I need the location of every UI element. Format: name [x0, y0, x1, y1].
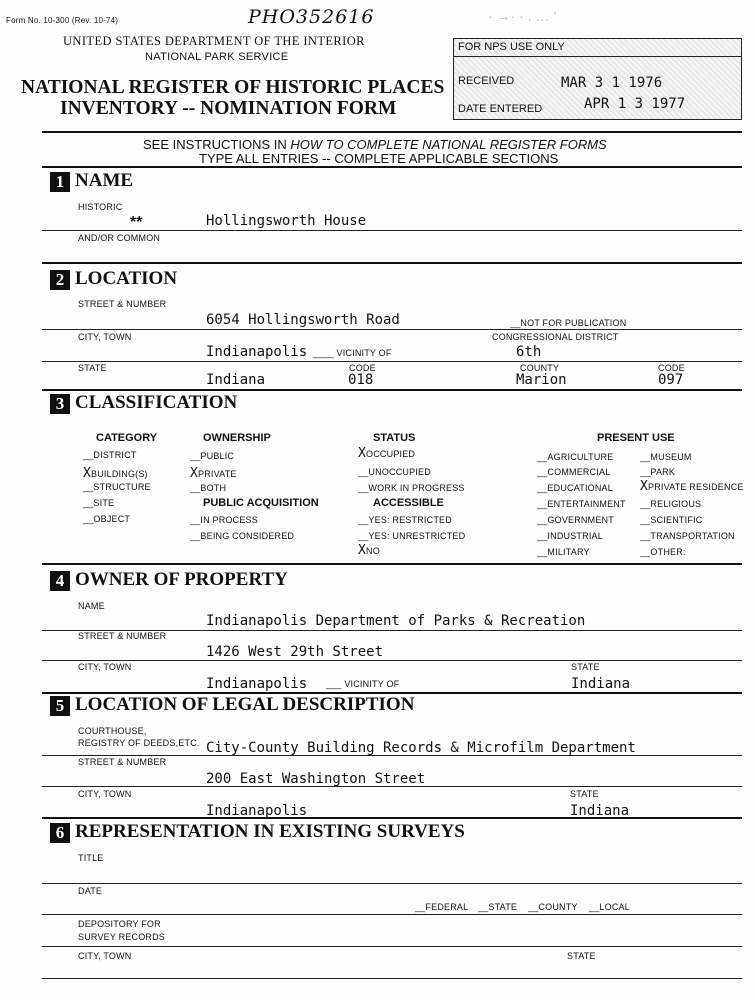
historic-line [42, 230, 742, 231]
nps-use-label: FOR NPS USE ONLY [458, 41, 565, 53]
use-private-residence[interactable]: XPRIVATE RESIDENCE [640, 479, 744, 494]
section-6-title: REPRESENTATION IN EXISTING SURVEYS [75, 821, 465, 842]
owner-name-value[interactable]: Indianapolis Department of Parks & Recreation [206, 613, 586, 629]
state-label: STATE [78, 363, 107, 373]
congressional-district-label: CONGRESSIONAL DISTRICT [492, 332, 619, 342]
legal-state-label: STATE [570, 789, 599, 799]
registry-label: REGISTRY OF DEEDS,ETC. [78, 738, 200, 748]
not-for-publication[interactable]: __NOT FOR PUBLICATION [510, 318, 627, 328]
owner-state-value[interactable]: Indiana [571, 676, 631, 692]
section-1-number: 1 [50, 172, 70, 192]
section-6-number: 6 [50, 823, 70, 843]
use-scientific[interactable]: __SCIENTIFIC [640, 515, 703, 525]
survey-federal[interactable]: __FEDERAL [415, 902, 469, 912]
acc-no-mark: X [358, 543, 367, 558]
depository-label-2: SURVEY RECORDS [78, 932, 165, 942]
city-label: CITY, TOWN [78, 332, 132, 342]
legal-street-line [42, 786, 742, 787]
county-value[interactable]: Marion [516, 372, 567, 388]
ownership-heading: OWNERSHIP [203, 432, 271, 444]
section-5-rule [42, 817, 742, 819]
depository-line [42, 946, 742, 947]
survey-state[interactable]: __STATE [478, 902, 518, 912]
use-government[interactable]: __GOVERNMENT [537, 515, 614, 525]
status-occupied-mark: X [358, 446, 367, 461]
form-title-line2: INVENTORY -- NOMINATION FORM [60, 98, 397, 119]
acc-unrestricted[interactable]: __YES: UNRESTRICTED [358, 531, 466, 541]
service-name: NATIONAL PARK SERVICE [145, 51, 289, 63]
state-value[interactable]: Indiana [206, 372, 266, 388]
present-use-heading: PRESENT USE [597, 432, 675, 444]
nps-divider [454, 56, 742, 57]
survey-state-label: STATE [567, 951, 596, 961]
cat-buildings[interactable]: XBUILDING(S) [83, 466, 148, 481]
use-museum[interactable]: __MUSEUM [640, 452, 692, 462]
owner-street-line [42, 660, 742, 661]
category-heading: CATEGORY [96, 432, 158, 444]
survey-city-label: CITY, TOWN [78, 951, 132, 961]
survey-date-label: DATE [78, 886, 103, 896]
section-4-title: OWNER OF PROPERTY [75, 569, 288, 590]
section-3-rule [42, 563, 742, 565]
instructions-line1: SEE INSTRUCTIONS IN HOW TO COMPLETE NATIONAL REGISTER FORMS [143, 137, 607, 152]
use-agriculture[interactable]: __AGRICULTURE [537, 452, 614, 462]
section-4-number: 4 [50, 571, 70, 591]
instructions-line2: TYPE ALL ENTRIES -- COMPLETE APPLICABLE SECTIONS [199, 151, 559, 166]
courthouse-line [42, 755, 742, 756]
survey-title-label: TITLE [78, 853, 104, 863]
pa-in-process[interactable]: __IN PROCESS [190, 515, 258, 525]
cat-buildings-mark: X [83, 466, 92, 481]
use-entertainment[interactable]: __ENTERTAINMENT [537, 499, 626, 509]
form-title-line1: NATIONAL REGISTER OF HISTORIC PLACES [21, 77, 445, 98]
legal-city-label: CITY, TOWN [78, 789, 132, 799]
section-2-rule [42, 389, 742, 391]
legal-city-value[interactable]: Indianapolis [206, 803, 308, 819]
public-acquisition-heading: PUBLIC ACQUISITION [203, 497, 319, 509]
survey-city-line [42, 978, 742, 979]
code-label: CODE [349, 363, 376, 373]
owner-name-label: NAME [78, 601, 105, 611]
received-date: MAR 3 1 1976 [561, 75, 663, 91]
owner-street-label: STREET & NUMBER [78, 631, 167, 641]
own-both[interactable]: __BOTH [190, 483, 227, 493]
survey-county[interactable]: __COUNTY [528, 902, 578, 912]
own-private[interactable]: XPRIVATE [190, 466, 237, 481]
use-other[interactable]: __OTHER: [640, 547, 686, 557]
use-commercial[interactable]: __COMMERCIAL [537, 467, 611, 477]
acc-restricted[interactable]: __YES: RESTRICTED [358, 515, 452, 525]
legal-state-value[interactable]: Indiana [570, 803, 630, 819]
city-value[interactable]: Indianapolis [206, 344, 308, 360]
street-label: STREET & NUMBER [78, 299, 167, 309]
legal-street-label: STREET & NUMBER [78, 757, 167, 767]
section-3-number: 3 [50, 394, 70, 414]
date-entered: APR 1 3 1977 [584, 96, 686, 112]
street-value[interactable]: 6054 Hollingsworth Road [206, 312, 400, 328]
section-2-number: 2 [50, 270, 70, 290]
section-5-number: 5 [50, 696, 70, 716]
instructions-rule [42, 166, 742, 168]
acc-no[interactable]: XNO [358, 543, 380, 558]
date-entered-label: DATE ENTERED [458, 103, 543, 115]
owner-vicinity-of[interactable]: ___ VICINITY OF [326, 679, 400, 689]
section-5-title: LOCATION OF LEGAL DESCRIPTION [75, 694, 415, 715]
section-2-title: LOCATION [75, 268, 178, 289]
courthouse-value[interactable]: City-County Building Records & Microfilm Department [206, 740, 636, 756]
code2-label: CODE [658, 363, 685, 373]
pa-being-considered[interactable]: __BEING CONSIDERED [190, 531, 295, 541]
code2-value[interactable]: 097 [658, 372, 684, 388]
use-educational[interactable]: __EDUCATIONAL [537, 483, 613, 493]
use-park[interactable]: __PARK [640, 467, 676, 477]
section-3-title: CLASSIFICATION [75, 392, 238, 413]
reference-number: PHO352616 [248, 6, 375, 28]
status-heading: STATUS [373, 432, 416, 444]
survey-title-line [42, 883, 742, 884]
survey-date-line [42, 914, 742, 915]
owner-state-label: STATE [571, 662, 600, 672]
county-label: COUNTY [520, 363, 560, 373]
courthouse-label: COURTHOUSE, [78, 726, 147, 736]
cat-district[interactable]: __DISTRICT [83, 450, 137, 460]
use-transportation[interactable]: __TRANSPORTATION [640, 531, 735, 541]
depository-label-1: DEPOSITORY FOR [78, 919, 161, 929]
street-line [42, 329, 742, 330]
form-number: Form No. 10-300 (Rev. 10-74) [6, 16, 119, 25]
received-label: RECEIVED [458, 75, 515, 87]
owner-city-label: CITY, TOWN [78, 662, 132, 672]
status-occupied[interactable]: XOCCUPIED [358, 446, 416, 461]
own-private-mark: X [190, 466, 199, 481]
use-private-residence-mark: X [640, 479, 649, 494]
survey-local[interactable]: __LOCAL [589, 902, 630, 912]
common-label: AND/OR COMMON [78, 233, 161, 243]
status-unoccupied[interactable]: __UNOCCUPIED [358, 467, 431, 477]
own-public[interactable]: __PUBLIC [190, 451, 235, 461]
cat-object[interactable]: __OBJECT [83, 514, 131, 524]
accessible-heading: ACCESSIBLE [373, 497, 444, 509]
status-work-in-progress[interactable]: __WORK IN PROGRESS [358, 483, 465, 493]
faded-stamp: · →· · . … ’ [488, 8, 557, 24]
section-1-rule [42, 262, 742, 264]
code-value[interactable]: 018 [348, 372, 374, 388]
use-military[interactable]: __MILITARY [537, 547, 590, 557]
use-industrial[interactable]: __INDUSTRIAL [537, 531, 603, 541]
header-rule [42, 131, 742, 133]
historic-stars: ** [130, 214, 143, 231]
department-name: UNITED STATES DEPARTMENT OF THE INTERIOR [63, 34, 365, 48]
city-line [42, 361, 742, 362]
vicinity-of[interactable]: ____ VICINITY OF [313, 348, 392, 358]
use-religious[interactable]: __RELIGIOUS [640, 499, 702, 509]
historic-label: HISTORIC [78, 202, 123, 212]
legal-street-value[interactable]: 200 East Washington Street [206, 771, 426, 787]
cat-site[interactable]: __SITE [83, 498, 115, 508]
congressional-district-value[interactable]: 6th [516, 344, 542, 360]
owner-street-value[interactable]: 1426 West 29th Street [206, 644, 384, 660]
historic-name[interactable]: Hollingsworth House [206, 213, 367, 229]
section-1-title: NAME [75, 170, 134, 191]
owner-city-value[interactable]: Indianapolis [206, 676, 308, 692]
cat-structure[interactable]: __STRUCTURE [83, 482, 151, 492]
